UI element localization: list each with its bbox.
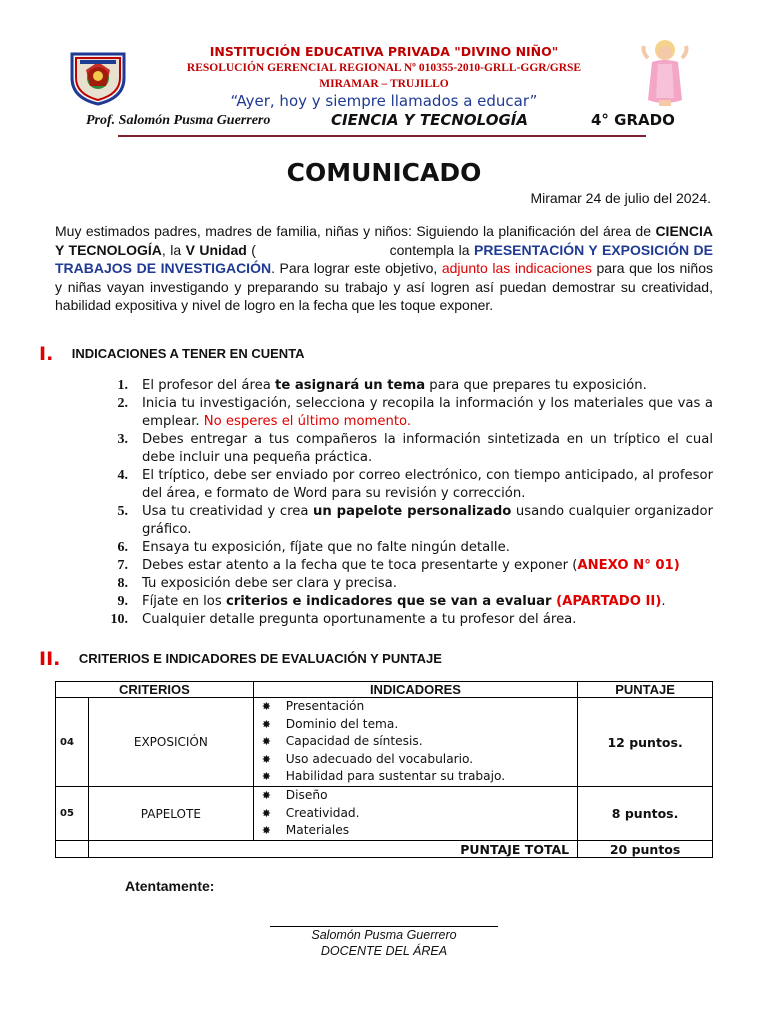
intro-attach: adjunto las indicaciones	[441, 260, 592, 276]
table-total-row	[56, 841, 713, 858]
intro-text-5: para que los niños y niñas vayan investigando y preparando su trabajo y así logren así puedan demostrar su creatividad, habilidad expositiva y nivel de logro en la fecha que les toque exponer.	[55, 260, 713, 313]
criterion-score: 12 puntos.	[578, 698, 713, 787]
list-item: ✸ Dominio del tema.	[262, 716, 577, 734]
total-label: PUNTAJE TOTAL	[88, 841, 577, 858]
signer-role: DOCENTE DEL ÁREA	[320, 944, 448, 958]
list-item: 5. Usa tu creatividad y crea un papelote personalizado usando cualquier organizador gráfico.	[117, 504, 713, 537]
list-item: 3. Debes entregar a tus compañeros la información sintetizada en un tríptico el cual debe incluir una pequeña práctica.	[117, 432, 713, 465]
indicator-list	[253, 787, 577, 841]
total-score: 20 puntos	[578, 841, 713, 858]
list-item: ✸ Diseño	[262, 787, 577, 805]
school-motto: “Ayer, hoy y siempre llamados a educar”	[230, 92, 538, 110]
asterisk-bullet-icon: ✸	[261, 806, 271, 820]
criterion-name: PAPELOTE	[88, 787, 253, 841]
section-2-number: II.	[39, 648, 61, 670]
header-indicadores: INDICADORES	[253, 682, 577, 698]
intro-text-1: Muy estimados padres, madres de familia, niñas y niños: Siguiendo la planificación del área de	[55, 223, 656, 239]
intro-area: CIENCIA Y TECNOLOGÍA	[55, 223, 713, 258]
intro-topic: PRESENTACIÓN Y EXPOSICIÓN DE TRABAJOS DE INVESTIGACIÓN	[55, 241, 714, 276]
document-date: Miramar 24 de julio del 2024.	[530, 190, 711, 206]
section-1-title: INDICACIONES A TENER EN CUENTA	[71, 346, 305, 361]
criteria-table	[55, 681, 713, 858]
list-item: ✸ Presentación	[262, 698, 577, 716]
table-row	[56, 698, 713, 787]
list-item: 6. Ensaya tu exposición, fíjate que no falte ningún detalle.	[117, 540, 510, 555]
empty-cell	[56, 841, 89, 858]
intro-text-3: ( contempla la	[246, 241, 475, 258]
list-item: 8. Tu exposición debe ser clara y precisa.	[117, 576, 397, 591]
asterisk-bullet-icon: ✸	[261, 752, 271, 766]
section-1-heading	[39, 343, 305, 365]
institution-name: INSTITUCIÓN EDUCATIVA PRIVADA "DIVINO NIÑO"	[209, 44, 559, 59]
header-divider	[118, 135, 646, 137]
signer-name: Salomón Pusma Guerrero	[311, 928, 457, 942]
criterion-score: 8 puntos.	[578, 787, 713, 841]
subject-area: CIENCIA Y TECNOLOGÍA	[331, 111, 528, 129]
list-item: ✸ Uso adecuado del vocabulario.	[262, 751, 577, 769]
signature-line	[270, 926, 498, 927]
intro-text-2: , la	[161, 241, 186, 258]
list-item: ✸ Capacidad de síntesis.	[262, 733, 577, 751]
section-2-heading	[39, 648, 442, 670]
list-item: 10. Cualquier detalle pregunta oportunamente a tu profesor del área.	[110, 612, 577, 627]
list-item: 1. El profesor del área te asignará un tema para que prepares tu exposición.	[117, 378, 647, 393]
list-item: 4. El tríptico, debe ser enviado por correo electrónico, con tiempo anticipado, al profesor del área, e formato de Word para su revisión y corrección.	[117, 468, 713, 501]
asterisk-bullet-icon: ✸	[261, 717, 271, 731]
indications-list	[70, 377, 713, 629]
asterisk-bullet-icon: ✸	[261, 824, 271, 838]
section-2-title: CRITERIOS E INDICADORES DE EVALUACIÓN Y PUNTAJE	[78, 651, 442, 666]
resolution-number: RESOLUCIÓN GERENCIAL REGIONAL Nº 010355-2010-GRLL-GGR/GRSE	[186, 62, 582, 74]
school-location: MIRAMAR – TRUJILLO	[319, 78, 449, 90]
asterisk-bullet-icon: ✸	[261, 700, 271, 714]
professor-name: Prof. Salomón Pusma Guerrero	[86, 113, 271, 128]
list-item: ✸ Materiales	[262, 822, 577, 840]
criterion-name: EXPOSICIÓN	[88, 698, 253, 787]
indicator-list	[253, 698, 577, 787]
section-1-number: I.	[39, 343, 54, 365]
table-header-row	[56, 682, 713, 698]
closing-regards: Atentamente:	[125, 878, 215, 894]
asterisk-bullet-icon: ✸	[261, 735, 271, 749]
criterion-number: 05	[56, 787, 89, 841]
table-row	[56, 787, 713, 841]
list-item: 7. Debes estar atento a la fecha que te toca presentarte y exponer (ANEXO N° 01)	[117, 558, 680, 573]
document-title: COMUNICADO	[286, 158, 482, 187]
asterisk-bullet-icon: ✸	[261, 770, 271, 784]
list-item: ✸ Creatividad.	[262, 805, 577, 823]
grade-label: 4° GRADO	[591, 111, 675, 129]
intro-text-4: . Para lograr este objetivo,	[271, 260, 442, 276]
list-item: 2. Inicia tu investigación, selecciona y recopila la información y los materiales que vas a emplear. No esperes el último momento.	[117, 396, 713, 429]
header-criterios: CRITERIOS	[56, 682, 254, 698]
asterisk-bullet-icon: ✸	[261, 789, 271, 803]
intro-unit: V Unidad	[185, 241, 247, 258]
list-item: 9. Fíjate en los criterios e indicadores que se van a evaluar (APARTADO II).	[117, 594, 666, 609]
criterion-number: 04	[56, 698, 89, 787]
list-item: ✸ Habilidad para sustentar su trabajo.	[262, 768, 577, 786]
header-puntaje: PUNTAJE	[578, 682, 713, 698]
intro-paragraph	[55, 222, 713, 315]
